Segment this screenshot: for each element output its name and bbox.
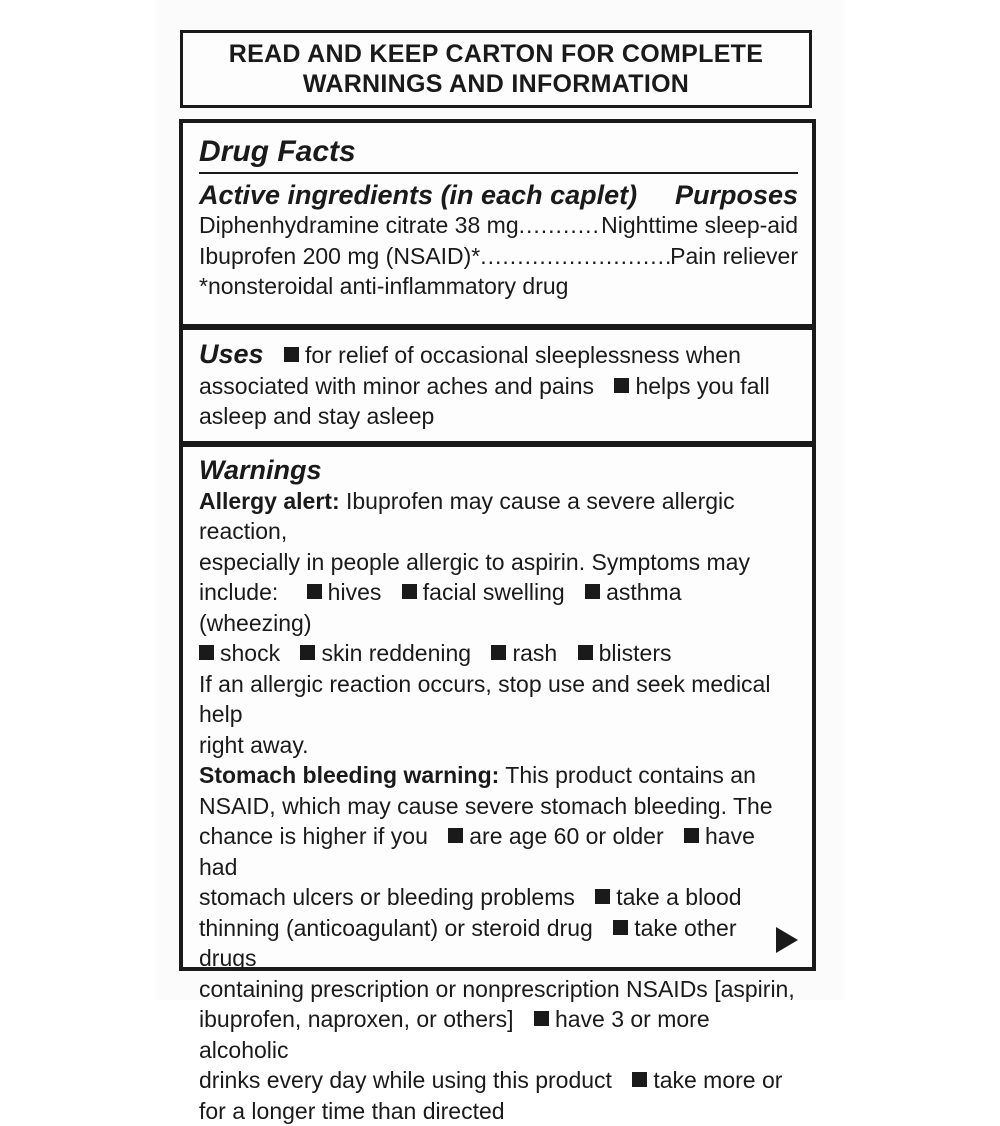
carton-notice xyxy=(180,30,812,108)
symptom: shock xyxy=(220,640,280,666)
ingredient-name: Diphenhydramine citrate 38 mg xyxy=(199,210,519,241)
uses-section xyxy=(199,339,798,432)
symptom: asthma (wheezing) xyxy=(199,579,682,636)
uses-text: helps you fall xyxy=(635,373,769,399)
bullet-icon xyxy=(284,347,299,362)
risk-item: are age 60 or older xyxy=(469,823,663,849)
active-ingredients-header-row xyxy=(199,180,798,211)
symptom: skin reddening xyxy=(321,640,471,666)
leader-dots xyxy=(480,241,670,272)
risk-item: ibuprofen, naproxen, or others] xyxy=(199,1006,514,1032)
risk-item: take other drugs xyxy=(199,915,736,972)
notice-line-2: WARNINGS AND INFORMATION xyxy=(303,69,689,99)
bullet-icon xyxy=(613,920,628,935)
bullet-icon xyxy=(534,1011,549,1026)
bullet-icon xyxy=(578,645,593,660)
risk-item: drinks every day while using this product xyxy=(199,1067,612,1093)
risk-item: take a blood xyxy=(616,884,741,910)
allergy-text: especially in people allergic to aspirin. Symptoms may xyxy=(199,547,798,578)
ingredient-row xyxy=(199,210,798,241)
risk-item: stomach ulcers or bleeding problems xyxy=(199,884,575,910)
bullet-icon xyxy=(684,828,699,843)
symptom: hives xyxy=(328,579,382,605)
stomach-warning-label: Stomach bleeding warning: xyxy=(199,762,499,788)
drug-facts-title: Drug Facts xyxy=(199,137,798,168)
allergy-text: If an allergic reaction occurs, stop use and seek medical help xyxy=(199,669,798,730)
active-ingredients-header: Active ingredients (in each caplet) xyxy=(199,180,637,211)
purposes-header: Purposes xyxy=(675,180,798,211)
uses-text: for relief of occasional sleeplessness when xyxy=(305,342,741,368)
warnings-section xyxy=(199,455,798,1126)
risk-item: take more or xyxy=(653,1067,782,1093)
risk-item: have 3 or more alcoholic xyxy=(199,1006,710,1063)
symptom: rash xyxy=(512,640,557,666)
leader-dots xyxy=(519,210,602,241)
ingredient-purpose: Pain reliever xyxy=(670,241,798,272)
notice-line-1: READ AND KEEP CARTON FOR COMPLETE xyxy=(229,39,763,69)
allergy-text: Ibuprofen may cause a severe allergic reaction, xyxy=(199,488,735,545)
uses-text: asleep and stay asleep xyxy=(199,401,798,432)
drug-facts-panel xyxy=(179,119,816,971)
stomach-text: chance is higher if you xyxy=(199,823,428,849)
bullet-icon xyxy=(448,828,463,843)
risk-item: thinning (anticoagulant) or steroid drug xyxy=(199,915,593,941)
bullet-icon xyxy=(307,584,322,599)
bullet-icon xyxy=(402,584,417,599)
section-divider xyxy=(183,441,812,447)
section-divider xyxy=(183,324,812,330)
continue-arrow-icon xyxy=(776,927,798,953)
uses-text: associated with minor aches and pains xyxy=(199,373,594,399)
bullet-icon xyxy=(585,584,600,599)
stomach-text: NSAID, which may cause severe stomach bleeding. The xyxy=(199,791,798,822)
ingredient-name: Ibuprofen 200 mg (NSAID)* xyxy=(199,241,480,272)
risk-item: for a longer time than directed xyxy=(199,1096,798,1126)
risk-item: containing prescription or nonprescription NSAIDs [aspirin, xyxy=(199,974,798,1005)
uses-title: Uses xyxy=(199,339,264,369)
allergy-alert-label: Allergy alert: xyxy=(199,488,340,514)
allergy-text: right away. xyxy=(199,730,798,761)
bullet-icon xyxy=(491,645,506,660)
stomach-text: This product contains an xyxy=(505,762,756,788)
bullet-icon xyxy=(614,378,629,393)
bullet-icon xyxy=(199,645,214,660)
title-rule xyxy=(199,172,798,174)
warnings-title: Warnings xyxy=(199,455,798,486)
ingredient-purpose: Nighttime sleep-aid xyxy=(601,210,798,241)
allergy-text: include: xyxy=(199,579,278,605)
bullet-icon xyxy=(300,645,315,660)
symptom: blisters xyxy=(599,640,672,666)
bullet-icon xyxy=(632,1072,647,1087)
footnote: *nonsteroidal anti-inflammatory drug xyxy=(199,271,798,302)
drug-facts-section xyxy=(199,137,798,302)
risk-item: have had xyxy=(199,823,755,880)
bullet-icon xyxy=(595,889,610,904)
ingredient-row xyxy=(199,241,798,272)
symptom: facial swelling xyxy=(423,579,565,605)
